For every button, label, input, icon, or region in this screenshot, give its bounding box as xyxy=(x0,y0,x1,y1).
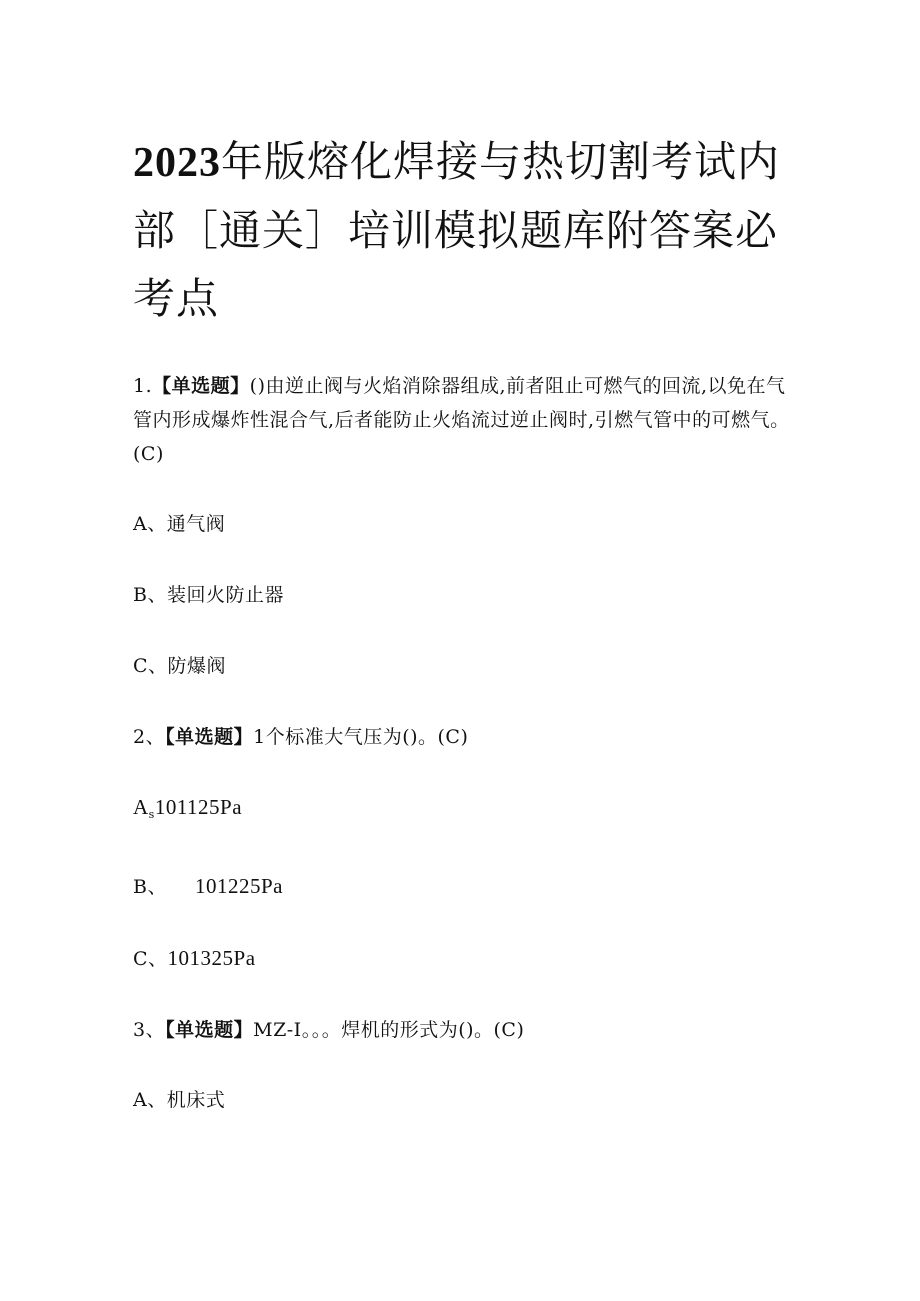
option-letter: A、 xyxy=(133,1089,167,1111)
question-number: 1. xyxy=(133,375,153,397)
option-text: 装回火防止器 xyxy=(166,584,284,606)
question-1-option-a xyxy=(133,507,790,541)
option-letter: B、 xyxy=(133,876,167,898)
option-letter: B、 xyxy=(133,584,167,606)
title-year: 2023 xyxy=(133,140,221,186)
option-text: 101225Pa xyxy=(194,874,283,898)
option-text: 机床式 xyxy=(166,1089,226,1111)
option-text: 通气阀 xyxy=(166,513,226,535)
option-letter: A xyxy=(133,795,149,819)
question-1-option-b xyxy=(133,578,790,612)
question-type-tag: 【单选题】 xyxy=(165,1019,254,1041)
question-2-option-b xyxy=(133,869,790,904)
option-letter: C、 xyxy=(133,655,168,677)
question-stem: MZ-I。。。焊机的形式为()。(C) xyxy=(253,1019,525,1041)
question-type-tag: 【单选题】 xyxy=(152,375,250,397)
question-number: 3、 xyxy=(133,1019,166,1041)
option-text: 防爆阀 xyxy=(167,655,227,677)
option-text: 101325Pa xyxy=(167,946,256,970)
document-title xyxy=(133,128,790,333)
question-type-tag: 【单选题】 xyxy=(165,726,254,748)
question-number: 2、 xyxy=(133,726,166,748)
option-letter: C、 xyxy=(133,948,168,970)
option-letter: A、 xyxy=(133,513,167,535)
question-stem: 1个标准大气压为()。(C) xyxy=(253,726,469,748)
question-1-option-c xyxy=(133,649,790,683)
title-text: 年版熔化焊接与热切割考试内部［通关］培训模拟题库附答案必考点 xyxy=(133,137,781,323)
option-letter-subscript: s xyxy=(148,808,155,821)
question-2-option-a xyxy=(133,790,790,832)
question-3-option-a xyxy=(133,1083,790,1117)
option-text: 101125Pa xyxy=(154,795,243,819)
question-2 xyxy=(133,720,790,754)
question-1 xyxy=(133,369,790,471)
question-list xyxy=(133,369,790,1117)
question-stem: ()由逆止阀与火焰消除器组成,前者阻止可燃气的回流,以免在气管内形成爆炸性混合气,后者能防止火焰流过逆止阀时,引燃气管中的可燃气。(C) xyxy=(133,375,790,465)
question-3 xyxy=(133,1013,790,1047)
question-2-option-c xyxy=(133,941,790,976)
